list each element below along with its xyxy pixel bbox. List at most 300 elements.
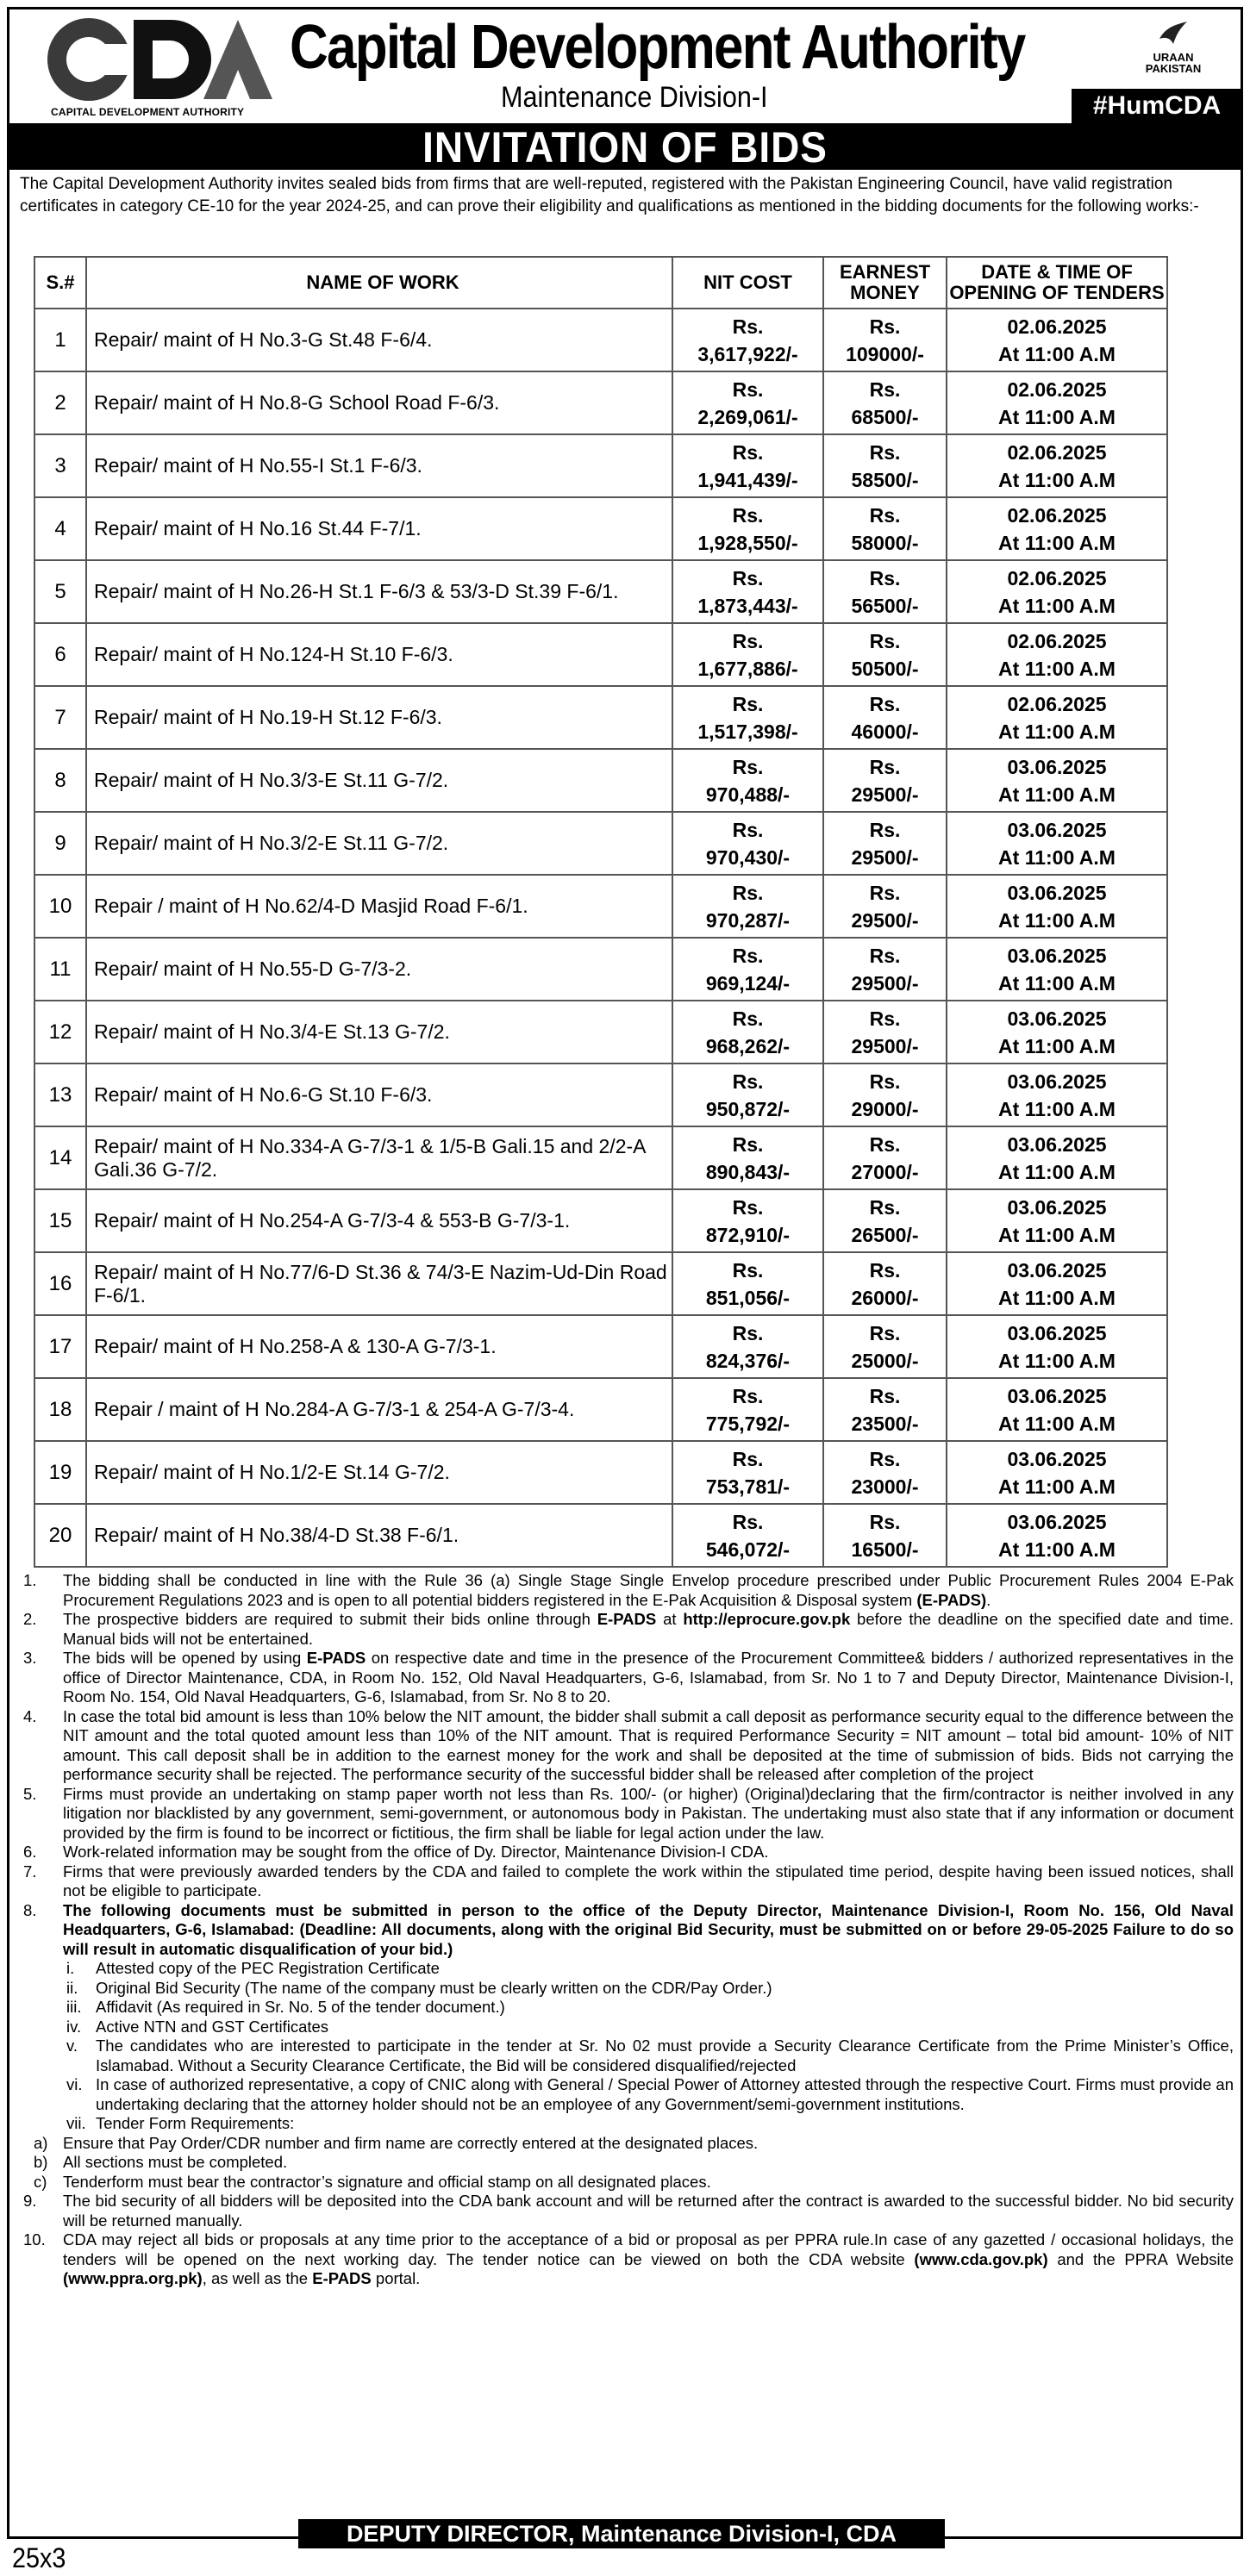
cell-name-of-work: Repair/ maint of H No.3/3-E St.11 G-7/2. [86,749,672,812]
condition-emphasis: (E-PADS) [916,1590,987,1609]
intro-paragraph: The Capital Development Authority invites sealed bids from firms that are well-reputed, registered with the Pakistan Engineering Council, have valid registration certificates in category CE-10 for the year 2024-25, and can prove their eligibility and qualifications as mentioned in the bidding documents for the following works:- [20,175,1199,215]
opening-time: At 11:00 A.M [998,1349,1116,1372]
table-row [34,623,1167,686]
opening-date: 03.06.2025 [1007,1007,1107,1030]
cell-earnest-money [823,309,947,371]
item-text: Tenderform must bear the contractor’s signature and official stamp on all designated places. [63,2172,711,2191]
works-table [34,256,1168,1568]
document-item [63,2075,1234,2114]
document-item [63,2114,1234,2134]
cell-sr: 2 [34,371,86,434]
item-text: Tender Form Requirements: [96,2114,295,2132]
condition-10 [20,2230,1234,2289]
opening-date: 02.06.2025 [1007,692,1107,715]
cell-nit-cost [672,623,823,686]
opening-time: At 11:00 A.M [998,594,1116,617]
eprocure-link[interactable]: http://eprocure.gov.pk [683,1610,851,1628]
cell-name-of-work: Repair/ maint of H No.3/4-E St.13 G-7/2. [86,1001,672,1063]
earnest-money-value: 50500/- [851,657,919,680]
nit-cost-value: 970,488/- [705,783,791,806]
nit-cost-value: 1,873,443/- [697,594,798,617]
table-row [34,1441,1167,1504]
cell-nit-cost [672,1063,823,1126]
cell-nit-cost [672,1001,823,1063]
condition-number: 8. [23,1900,37,1919]
opening-time: At 11:00 A.M [998,342,1116,365]
nit-cost-value: 970,430/- [705,845,791,869]
currency-label: Rs. [869,818,901,841]
document-list [63,1959,1234,2134]
currency-label: Rs. [732,440,764,464]
cell-sr: 7 [34,686,86,749]
cell-date-time [947,1001,1167,1063]
cell-name-of-work: Repair/ maint of H No.258-A & 130-A G-7/3-1. [86,1315,672,1378]
cda-logo [44,15,277,122]
earnest-money-value: 29500/- [851,845,919,869]
currency-label: Rs. [732,881,764,904]
table-row [34,1252,1167,1315]
condition-5 [20,1785,1234,1843]
cell-earnest-money [823,371,947,434]
table-row [34,1504,1167,1567]
condition-4 [20,1707,1234,1785]
currency-label: Rs. [732,755,764,778]
uraan-pakistan-logo [1126,18,1221,89]
condition-9 [20,2192,1234,2230]
item-number: vi. [66,2075,83,2093]
cell-earnest-money [823,623,947,686]
condition-6 [20,1843,1234,1862]
earnest-money-value: 27000/- [851,1160,919,1183]
table-row [34,434,1167,497]
cell-sr: 16 [34,1252,86,1315]
cell-earnest-money [823,1189,947,1252]
condition-2 [20,1610,1234,1649]
cell-earnest-money [823,560,947,623]
opening-time: At 11:00 A.M [998,908,1116,932]
earnest-money-value: 29000/- [851,1097,919,1120]
currency-label: Rs. [869,1321,901,1344]
condition-text: The prospective bidders are required to submit their bids online through [63,1610,597,1628]
opening-date: 03.06.2025 [1007,944,1107,967]
currency-label: Rs. [869,1384,901,1407]
signatory-footer: DEPUTY DIRECTOR, Maintenance Division-I, CDA [298,2519,945,2548]
form-requirement [30,2153,1234,2173]
cell-name-of-work: Repair/ maint of H No.19-H St.12 F-6/3. [86,686,672,749]
cell-name-of-work: Repair/ maint of H No.6-G St.10 F-6/3. [86,1063,672,1126]
cell-sr: 19 [34,1441,86,1504]
currency-label: Rs. [732,315,764,338]
cell-sr: 10 [34,875,86,938]
division-subtitle: Maintenance Division-I [501,81,768,114]
table-header-row [34,257,1167,309]
opening-date: 03.06.2025 [1007,1258,1107,1282]
currency-label: Rs. [869,1132,901,1156]
cell-sr: 17 [34,1315,86,1378]
nit-cost-value: 1,928,550/- [697,531,798,554]
cell-sr: 14 [34,1126,86,1189]
cell-date-time [947,560,1167,623]
cell-nit-cost [672,686,823,749]
earnest-money-value: 46000/- [851,720,919,743]
condition-3 [20,1649,1234,1707]
nit-cost-value: 2,269,061/- [697,405,798,428]
cell-date-time [947,1441,1167,1504]
cell-date-time [947,1063,1167,1126]
cell-date-time [947,309,1167,371]
notice-frame [7,7,1243,2547]
earnest-money-value: 23000/- [851,1475,919,1498]
condition-number: 10. [23,2230,46,2249]
opening-date: 03.06.2025 [1007,1195,1107,1219]
document-item [63,1959,1234,1979]
cell-earnest-money [823,1441,947,1504]
header-sr: S.# [34,257,86,309]
form-requirement [30,2134,1234,2154]
cell-date-time [947,1378,1167,1441]
header-em-line2: MONEY [850,282,920,303]
condition-8 [20,1901,1234,2192]
document-item [63,2018,1234,2037]
cell-nit-cost [672,309,823,371]
header-nit-cost: NIT COST [672,257,823,309]
item-text: In case of authorized representative, a copy of CNIC along with General / Special Power of Attorney attested through the respective Court. Firms must provide an undertaking declaring that the attorney holder should not be an employee of any Government/semi-government institutions. [96,2075,1234,2113]
table-row [34,875,1167,938]
cell-earnest-money [823,434,947,497]
cell-name-of-work: Repair/ maint of H No.16 St.44 F-7/1. [86,497,672,560]
condition-text: portal. [371,2269,421,2287]
opening-time: At 11:00 A.M [998,1537,1116,1561]
header [9,9,1241,123]
currency-label: Rs. [869,1195,901,1219]
currency-label: Rs. [869,1258,901,1282]
currency-label: Rs. [732,503,764,527]
opening-time: At 11:00 A.M [998,1034,1116,1057]
nit-cost-value: 969,124/- [705,971,791,995]
currency-label: Rs. [869,1007,901,1030]
currency-label: Rs. [869,1510,901,1533]
opening-date: 02.06.2025 [1007,503,1107,527]
condition-text: Firms that were previously awarded tenders by the CDA and failed to complete the work within the stipulated time period, despite having been issued notices, shall not be eligible to participate. [63,1862,1234,1899]
cell-name-of-work: Repair/ maint of H No.8-G School Road F-6/3. [86,371,672,434]
earnest-money-value: 26500/- [851,1223,919,1246]
cell-earnest-money [823,1126,947,1189]
currency-label: Rs. [869,566,901,589]
item-number: a) [34,2133,48,2152]
cell-sr: 15 [34,1189,86,1252]
earnest-money-value: 29500/- [851,783,919,806]
condition-1 [20,1571,1234,1610]
condition-text: CDA may reject all bids or proposals at any time prior to the acceptance of a bid or proposal as per PPRA rule.In case of any gazetted / occasional holidays, the tenders will be opened on the next working day. The tender notice can be viewed on both the CDA website [63,2230,1234,2268]
currency-label: Rs. [732,1195,764,1219]
item-text: Ensure that Pay Order/CDR number and firm name are correctly entered at the designated places. [63,2133,759,2152]
currency-label: Rs. [732,1321,764,1344]
header-dt-line2: OPENING OF TENDERS [949,282,1165,303]
condition-text: at [656,1610,684,1628]
cell-date-time [947,812,1167,875]
cell-date-time [947,1504,1167,1567]
cell-name-of-work: Repair/ maint of H No.55-I St.1 F-6/3. [86,434,672,497]
table-row [34,560,1167,623]
cell-sr: 3 [34,434,86,497]
cell-earnest-money [823,875,947,938]
condition-number: 9. [23,2192,37,2210]
earnest-money-value: 26000/- [851,1286,919,1309]
cell-name-of-work: Repair/ maint of H No.254-A G-7/3-4 & 553-B G-7/3-1. [86,1189,672,1252]
cell-nit-cost [672,434,823,497]
opening-time: At 11:00 A.M [998,783,1116,806]
cell-nit-cost [672,812,823,875]
currency-label: Rs. [732,1070,764,1093]
earnest-money-value: 68500/- [851,405,919,428]
currency-label: Rs. [732,1447,764,1470]
cell-earnest-money [823,497,947,560]
currency-label: Rs. [869,503,901,527]
nit-cost-value: 950,872/- [705,1097,791,1120]
opening-date: 03.06.2025 [1007,1132,1107,1156]
cell-sr: 11 [34,938,86,1001]
cell-name-of-work: Repair / maint of H No.62/4-D Masjid Road F-6/1. [86,875,672,938]
cell-earnest-money [823,1001,947,1063]
table-row [34,938,1167,1001]
nit-cost-value: 546,072/- [705,1537,791,1561]
opening-date: 02.06.2025 [1007,440,1107,464]
cell-nit-cost [672,560,823,623]
condition-number: 7. [23,1862,37,1881]
earnest-money-value: 29500/- [851,1034,919,1057]
opening-time: At 11:00 A.M [998,657,1116,680]
nit-cost-value: 968,262/- [705,1034,791,1057]
condition-text: Work-related information may be sought from the office of Dy. Director, Maintenance Division-I CDA. [63,1843,769,1861]
nit-cost-value: 1,517,398/- [697,720,798,743]
currency-label: Rs. [732,1132,764,1156]
cell-sr: 12 [34,1001,86,1063]
cell-sr: 9 [34,812,86,875]
opening-date: 03.06.2025 [1007,1384,1107,1407]
condition-text: The following documents must be submitted in person to the office of the Deputy Director, Maintenance Division-I, Room No. 156, Old Naval Headquarters, G-6, Islamabad: (Deadline: All documents, along with the original Bid Security, must be submitted on or before 29-05-2025 Failure to do so will result in automatic disqualification of your bid.) [63,1900,1234,1958]
condition-text: before the deadline on the specified date and time. Manual bids will not be entertained. [63,1610,1234,1648]
earnest-money-value: 23500/- [851,1412,919,1435]
opening-time: At 11:00 A.M [998,405,1116,428]
cell-date-time [947,1189,1167,1252]
nit-cost-value: 753,781/- [705,1475,791,1498]
cell-name-of-work: Repair/ maint of H No.55-D G-7/3-2. [86,938,672,1001]
condition-text: and the PPRA Website [1047,2249,1234,2268]
logo-caption: CAPITAL DEVELOPMENT AUTHORITY [51,106,245,118]
conditions-list [20,1571,1234,2289]
cell-earnest-money [823,686,947,749]
item-number: i. [66,1959,75,1977]
bird-icon [1156,18,1191,47]
cell-nit-cost [672,1504,823,1567]
opening-time: At 11:00 A.M [998,1475,1116,1498]
nit-cost-value: 890,843/- [705,1160,791,1183]
cell-sr: 20 [34,1504,86,1567]
cda-logo-mark [44,15,277,104]
item-number: iv. [66,2017,82,2036]
cell-earnest-money [823,1315,947,1378]
condition-7 [20,1862,1234,1901]
item-text: Attested copy of the PEC Registration Certificate [96,1959,440,1977]
table-row [34,1126,1167,1189]
opening-date: 03.06.2025 [1007,1447,1107,1470]
currency-label: Rs. [869,944,901,967]
item-number: c) [34,2172,47,2191]
cda-website-link[interactable]: (www.cda.gov.pk) [914,2249,1048,2268]
cell-name-of-work: Repair/ maint of H No.1/2-E St.14 G-7/2. [86,1441,672,1504]
cell-earnest-money [823,1252,947,1315]
cell-date-time [947,686,1167,749]
cell-nit-cost [672,371,823,434]
cell-nit-cost [672,875,823,938]
currency-label: Rs. [869,1447,901,1470]
currency-label: Rs. [732,1007,764,1030]
earnest-money-value: 29500/- [851,971,919,995]
header-em-line1: EARNEST [839,261,931,283]
opening-time: At 11:00 A.M [998,1160,1116,1183]
cell-nit-cost [672,497,823,560]
cell-earnest-money [823,1504,947,1567]
currency-label: Rs. [869,629,901,652]
cell-sr: 18 [34,1378,86,1441]
condition-emphasis: E-PADS [597,1610,657,1628]
opening-date: 02.06.2025 [1007,377,1107,401]
opening-time: At 11:00 A.M [998,720,1116,743]
table-row [34,371,1167,434]
cell-date-time [947,1315,1167,1378]
cell-nit-cost [672,1252,823,1315]
cell-name-of-work: Repair/ maint of H No.334-A G-7/3-1 & 1/5-B Gali.15 and 2/2-A Gali.36 G-7/2. [86,1126,672,1189]
currency-label: Rs. [869,1070,901,1093]
currency-label: Rs. [732,377,764,401]
cell-name-of-work: Repair/ maint of H No.77/6-D St.36 & 74/3-E Nazim-Ud-Din Road F-6/1. [86,1252,672,1315]
item-text: The candidates who are interested to participate in the tender at Sr. No 02 must provide a Security Clearance Certificate from the Prime Minister’s Office, Islamabad. Without a Security Clearance Certificate, the Bid will be considered disqualified/rejected [96,2036,1234,2074]
ad-size-code: 25x3 [12,2542,66,2573]
table-row [34,749,1167,812]
opening-date: 03.06.2025 [1007,1070,1107,1093]
opening-date: 03.06.2025 [1007,1321,1107,1344]
item-text: Original Bid Security (The name of the company must be clearly written on the CDR/Pay Order.) [96,1978,772,1997]
condition-number: 2. [23,1610,37,1628]
item-text: Active NTN and GST Certificates [96,2017,329,2036]
currency-label: Rs. [869,755,901,778]
condition-text: In case the total bid amount is less than 10% below the NIT amount, the bidder shall submit a call deposit as performance security equal to the difference between the NIT amount and the total quoted amount less than 10% of the NIT amount. That is required Performance Security = NIT amount – total bid amount- 10% of NIT amount. This call deposit shall be in addition to the earnest money for the work and shall be deposited at the time of submission of bids. Bids not carrying the performance security shall be rejected. The performance security of the successful bidder shall be released after completion of the project [63,1706,1234,1783]
item-text: All sections must be completed. [63,2153,288,2171]
item-number: b) [34,2153,48,2171]
tender-form-requirements [34,2133,1234,2192]
currency-label: Rs. [732,944,764,967]
opening-time: At 11:00 A.M [998,1286,1116,1309]
condition-text: The bidding shall be conducted in line with the Rule 36 (a) Single Stage Single Envelop procedure prescribed under Public Procurement Rules 2004 E-Pak Procurement Regulations 2023 and is open to all potential bidders registered in the E-Pak Acquisition & Disposal system [63,1571,1234,1609]
nit-cost-value: 1,941,439/- [697,468,798,491]
header-date-time [947,257,1167,309]
cell-date-time [947,938,1167,1001]
opening-date: 03.06.2025 [1007,755,1107,778]
cell-date-time [947,497,1167,560]
cell-name-of-work: Repair/ maint of H No.3/2-E St.11 G-7/2. [86,812,672,875]
item-text: Affidavit (As required in Sr. No. 5 of the tender document.) [96,1998,505,2016]
condition-text: on respective date and time in the presence of the Procurement Committee& bidders / authorized representatives in the office of Director Maintenance, CDA, in Room No. 152, Old Naval Headquarters, G-6, Islamabad, from Sr. No 1 to 7 and Deputy Director, Maintenance Division-I, Room No. 154, Old Naval Headquarters, G-6, Islamabad, from Sr. No 8 to 20. [63,1649,1234,1706]
earnest-money-value: 109000/- [846,342,924,365]
nit-cost-value: 824,376/- [705,1349,791,1372]
cell-earnest-money [823,1063,947,1126]
nit-cost-value: 775,792/- [705,1412,791,1435]
condition-number: 1. [23,1571,37,1589]
opening-time: At 11:00 A.M [998,468,1116,491]
header-dt-line1: DATE & TIME OF [981,261,1133,283]
earnest-money-value: 58000/- [851,531,919,554]
nit-cost-value: 3,617,922/- [697,342,798,365]
table-row [34,497,1167,560]
condition-text: The bids will be opened by using [63,1649,307,1667]
header-earnest-money [823,257,947,309]
condition-number: 5. [23,1784,37,1803]
header-name-of-work: NAME OF WORK [86,257,672,309]
opening-date: 03.06.2025 [1007,881,1107,904]
earnest-money-value: 56500/- [851,594,919,617]
earnest-money-value: 25000/- [851,1349,919,1372]
document-item [63,1979,1234,1999]
table-row [34,812,1167,875]
condition-text: . [986,1590,991,1609]
ppra-website-link[interactable]: (www.ppra.org.pk) [63,2269,203,2287]
opening-date: 02.06.2025 [1007,566,1107,589]
currency-label: Rs. [732,629,764,652]
opening-time: At 11:00 A.M [998,1223,1116,1246]
nit-cost-value: 851,056/- [705,1286,791,1309]
item-number: v. [66,2036,78,2055]
cell-sr: 8 [34,749,86,812]
cell-date-time [947,1252,1167,1315]
cell-nit-cost [672,938,823,1001]
cell-sr: 13 [34,1063,86,1126]
cell-earnest-money [823,812,947,875]
currency-label: Rs. [732,692,764,715]
opening-time: At 11:00 A.M [998,971,1116,995]
earnest-money-value: 16500/- [851,1537,919,1561]
opening-date: 03.06.2025 [1007,818,1107,841]
condition-number: 4. [23,1706,37,1725]
cell-name-of-work: Repair/ maint of H No.124-H St.10 F-6/3. [86,623,672,686]
cell-sr: 5 [34,560,86,623]
cell-earnest-money [823,938,947,1001]
nit-cost-value: 1,677,886/- [697,657,798,680]
cell-date-time [947,434,1167,497]
cell-nit-cost [672,1441,823,1504]
currency-label: Rs. [732,818,764,841]
cell-nit-cost [672,749,823,812]
item-number: iii. [66,1998,82,2016]
currency-label: Rs. [732,1258,764,1282]
opening-time: At 11:00 A.M [998,845,1116,869]
table-row [34,1378,1167,1441]
cell-earnest-money [823,749,947,812]
cell-sr: 1 [34,309,86,371]
cell-nit-cost [672,1378,823,1441]
opening-date: 02.06.2025 [1007,315,1107,338]
condition-number: 3. [23,1649,37,1667]
document-item [63,1998,1234,2018]
cell-date-time [947,623,1167,686]
item-number: ii. [66,1978,78,1997]
cell-nit-cost [672,1126,823,1189]
condition-text: The bid security of all bidders will be deposited into the CDA bank account and will be returned after the contract is awarded to the successful bidder. No bid security will be returned manually. [63,2192,1234,2230]
cell-nit-cost [672,1189,823,1252]
currency-label: Rs. [869,377,901,401]
currency-label: Rs. [869,440,901,464]
opening-time: At 11:00 A.M [998,1097,1116,1120]
item-number: vii. [66,2114,86,2132]
